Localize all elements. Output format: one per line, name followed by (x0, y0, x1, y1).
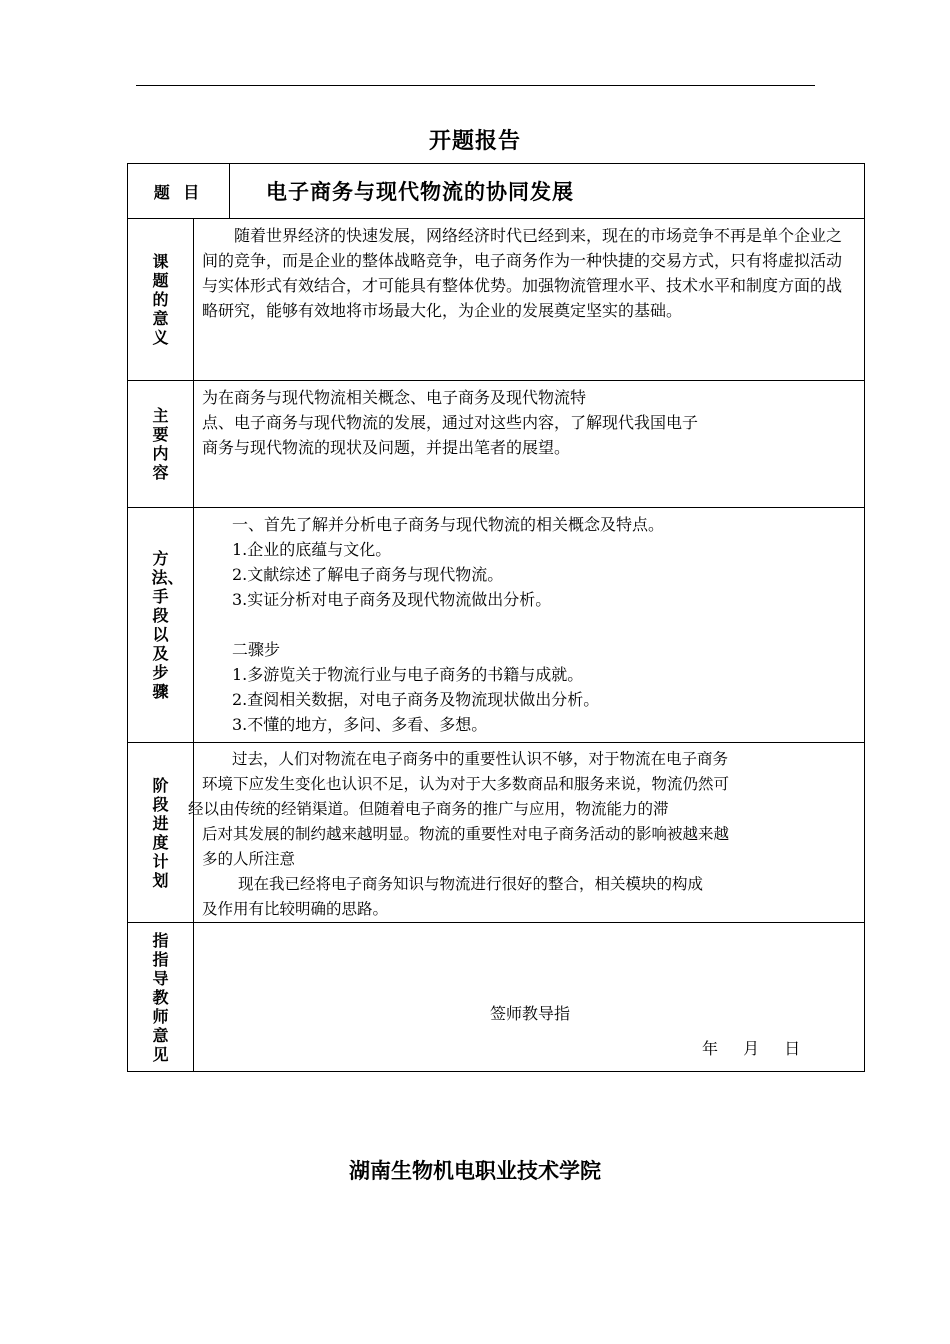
advisor-opinion-cell (194, 923, 865, 1072)
report-table (127, 163, 865, 1072)
methods-blank-line (232, 612, 856, 637)
methods-line: 二骤步 (232, 640, 281, 659)
schedule-label-cell (128, 743, 194, 923)
main-content-line: 商务与现代物流的现状及问题，并提出笔者的展望。 (202, 438, 571, 457)
schedule-row (128, 743, 865, 923)
significance-paragraph: 随着世界经济的快速发展，网络经济时代已经到来，现在的市场竞争不再是单个企业之间的竞争，而是企业的整体战略竞争，电子商务作为一种快捷的交易方式，只有将虚拟活动与实体形式有效结合，才可能具有整体优势。加强物流管理水平、技术水平和制度方面的战略研究，能够有效地将市场最大化，为企业的发展奠定坚实的基础。 (202, 226, 843, 320)
schedule-line: 多的人所注意 (202, 850, 296, 868)
subject-row (128, 164, 865, 219)
methods-row (128, 508, 865, 743)
methods-line: 2.文献综述了解电子商务与现代物流。 (232, 565, 504, 584)
date-year: 年 (702, 1039, 719, 1058)
significance-row (128, 219, 865, 381)
date-month: 月 (743, 1039, 760, 1058)
document-title: 开题报告 (428, 129, 521, 154)
schedule-content-cell (188, 743, 865, 923)
methods-line: 2.查阅相关数据，对电子商务及物流现状做出分析。 (232, 690, 600, 709)
significance-content-cell (194, 219, 865, 381)
main-content-label: 主要内容 (152, 406, 169, 482)
methods-line: 3.不懂的地方，多问、多看、多想。 (232, 715, 488, 734)
schedule-line: 过去，人们对物流在电子商务中的重要性认识不够，对于物流在电子商务 (232, 750, 729, 768)
advisor-label: 指指导教师意见 (152, 930, 169, 1064)
main-content-line: 点、电子商务与现代物流的发展，通过对这些内容，了解现代我国电子 (202, 413, 699, 432)
main-content-cell (194, 381, 865, 508)
main-content-row (128, 381, 865, 508)
header-rule (136, 85, 815, 86)
methods-line: 1.企业的底蕴与文化。 (232, 540, 392, 559)
methods-line: 3.实证分析对电子商务及现代物流做出分析。 (232, 590, 552, 609)
methods-content-cell (194, 508, 865, 743)
significance-label-cell (128, 219, 194, 381)
signature-date (702, 1036, 820, 1059)
schedule-line: 经以由传统的经销渠道。但随着电子商务的推广与应用，物流能力的滞 (188, 800, 669, 818)
advisor-opinion-row (128, 923, 865, 1072)
advisor-signature-label: 签师教导指 (490, 1004, 571, 1023)
advisor-label-cell (128, 923, 194, 1072)
institution-name: 湖南生物机电职业技术学院 (349, 1159, 601, 1183)
main-content-label-cell (128, 381, 194, 508)
schedule-line: 及作用有比较明确的思路。 (202, 900, 389, 918)
subject-title: 电子商务与现代物流的协同发展 (266, 180, 574, 204)
significance-label: 课题的意义 (152, 252, 169, 347)
methods-label-cell (128, 508, 194, 743)
schedule-label: 阶段进度计划 (152, 775, 169, 890)
schedule-line: 后对其发展的制约越来越明显。物流的重要性对电子商务活动的影响被越来越 (202, 825, 730, 843)
subject-value-cell (230, 164, 865, 219)
main-content-line: 为在商务与现代物流相关概念、电子商务及现代物流特 (202, 388, 587, 407)
methods-line: 1.多游览关于物流行业与电子商务的书籍与成就。 (232, 665, 584, 684)
schedule-line: 环境下应发生变化也认识不足，认为对于大多数商品和服务来说，物流仍然可 (202, 775, 730, 793)
subject-label: 题 目 (153, 182, 204, 202)
subject-label-cell (128, 164, 230, 219)
methods-label: 方法、手段以及步骤 (151, 549, 184, 701)
schedule-line: 现在我已经将电子商务知识与物流进行很好的整合，相关模块的构成 (238, 875, 704, 893)
date-day: 日 (784, 1039, 801, 1058)
methods-line: 一、首先了解并分析电子商务与现代物流的相关概念及特点。 (232, 515, 665, 534)
